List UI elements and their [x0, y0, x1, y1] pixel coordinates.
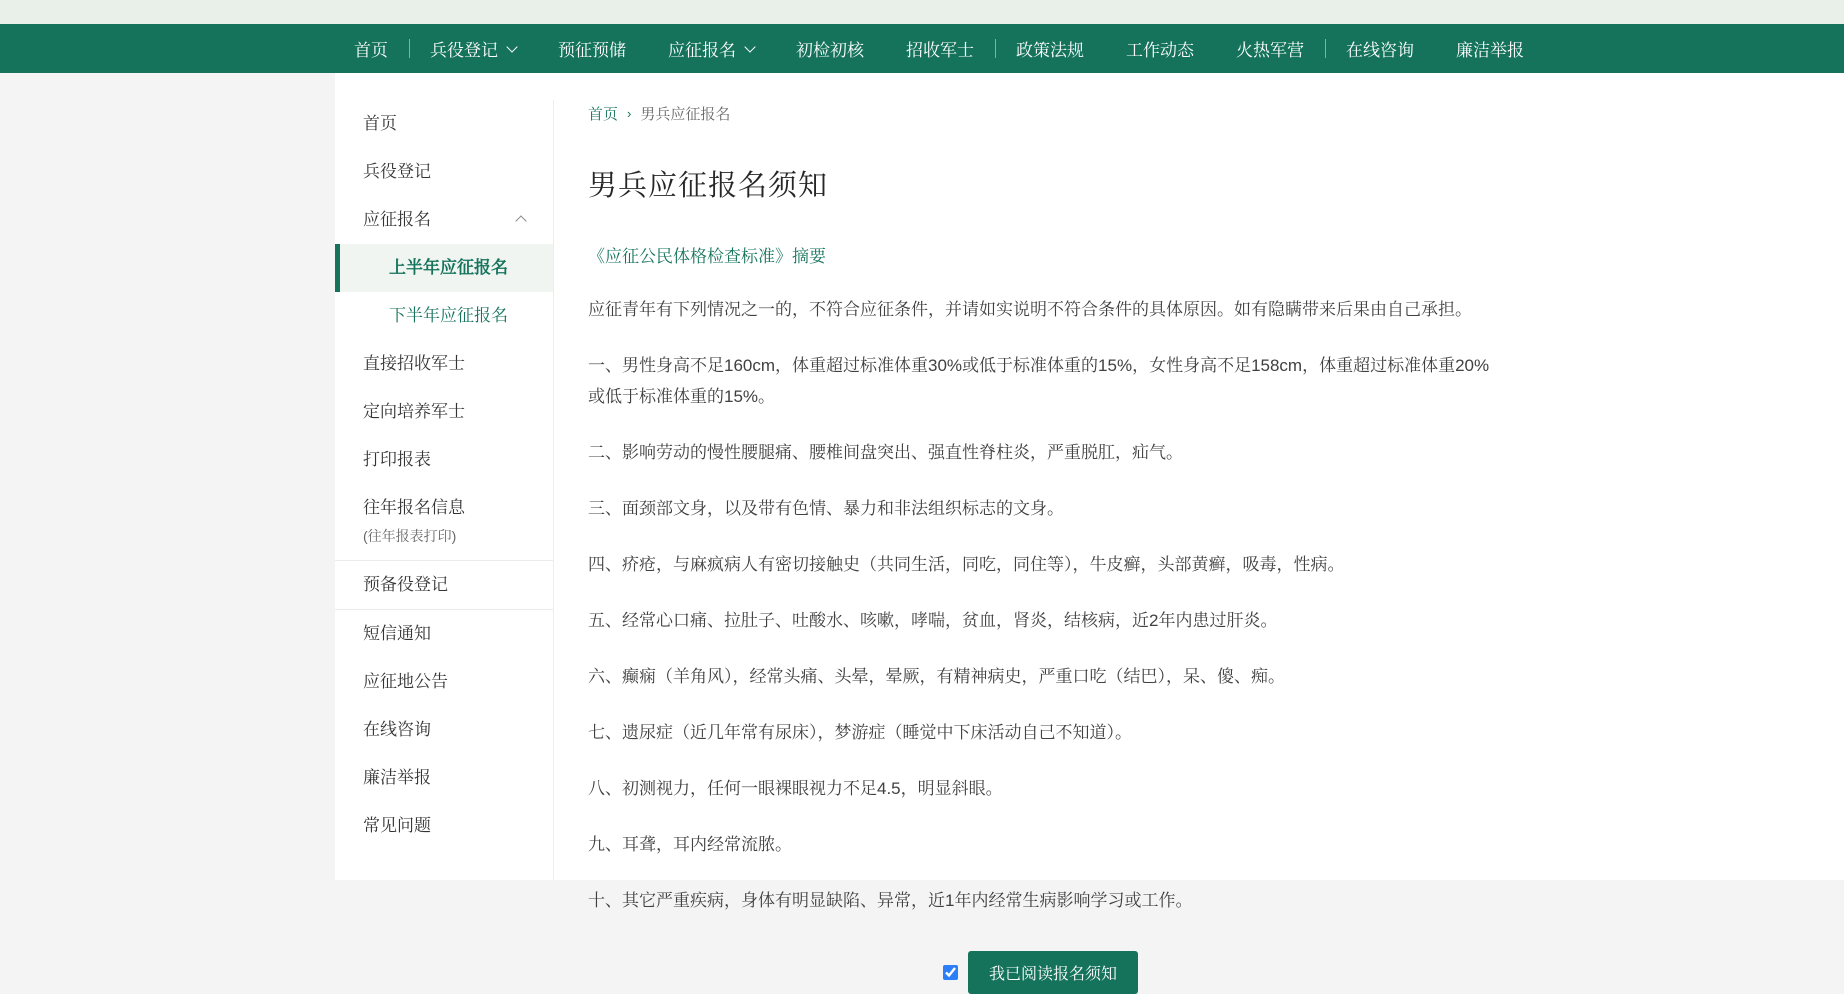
agree-button[interactable]: 我已阅读报名须知 — [968, 951, 1138, 994]
intro-paragraph: 应征青年有下列情况之一的，不符合应征条件，并请如实说明不符合条件的具体原因。如有隐瞒带来后果由自己承担。 — [588, 300, 1472, 319]
notice-list — [588, 350, 1493, 916]
nav-item[interactable] — [1215, 24, 1325, 73]
sidebar-item-label: 打印报表 — [363, 450, 431, 469]
nav-item-label: 政策法规 — [1016, 41, 1084, 60]
nav-item[interactable] — [647, 24, 775, 73]
sidebar-item-label: 兵役登记 — [363, 162, 431, 181]
sidebar-item-label: 定向培养军士 — [363, 402, 465, 421]
breadcrumb-home-link[interactable]: 首页 — [588, 106, 619, 123]
content-card — [335, 73, 1844, 983]
sidebar-item[interactable] — [335, 436, 553, 484]
agree-checkbox[interactable] — [943, 965, 958, 980]
sidebar-item[interactable] — [335, 244, 553, 292]
notice-item: 一、男性身高不足160cm，体重超过标准体重30%或低于标准体重的15%，女性身高不足158cm，体重超过标准体重20%或低于标准体重的15%。 — [588, 356, 1490, 406]
breadcrumb-current: 男兵应征报名 — [640, 106, 731, 123]
sidebar-item-label: 常见问题 — [363, 816, 431, 835]
chevron-down-icon — [744, 41, 755, 52]
nav-item[interactable] — [537, 24, 647, 73]
notice-item: 二、影响劳动的慢性腰腿痛、腰椎间盘突出、强直性脊柱炎，严重脱肛，疝气。 — [588, 443, 1183, 462]
sidebar-item[interactable] — [335, 802, 553, 850]
nav-item-label: 初检初核 — [796, 41, 864, 60]
breadcrumb-separator-icon: › — [627, 106, 632, 121]
page-background — [0, 73, 1844, 983]
sidebar-item-label: 在线咨询 — [363, 720, 431, 739]
nav-item-label: 火热军营 — [1236, 41, 1304, 60]
notice-item: 五、经常心口痛、拉肚子、吐酸水、咳嗽，哮喘，贫血，肾炎，结核病，近2年内患过肝炎。 — [588, 611, 1278, 630]
sidebar-item[interactable] — [335, 292, 553, 340]
sidebar-item[interactable] — [335, 388, 553, 436]
physical-standard-link[interactable]: 《应征公民体格检查标准》摘要 — [588, 247, 826, 266]
nav-item-label: 预征预储 — [558, 41, 626, 60]
sidebar — [335, 100, 554, 880]
notice-item: 四、疥疮，与麻疯病人有密切接触史（共同生活，同吃，同住等），牛皮癣，头部黄癣，吸毒，性病。 — [588, 555, 1345, 574]
nav-item[interactable] — [995, 24, 1105, 73]
sidebar-item-label: 上半年应征报名 — [389, 258, 508, 277]
notice-item: 六、癫痫（羊角风），经常头痛、头晕，晕厥，有精神病史，严重口吃（结巴），呆、傻、痴。 — [588, 667, 1285, 686]
sidebar-item-label: 首页 — [363, 114, 397, 133]
chevron-up-icon — [515, 215, 526, 226]
sidebar-item-label: 往年报名信息 — [363, 498, 465, 517]
sidebar-item[interactable] — [335, 100, 553, 148]
main-content — [588, 103, 1493, 994]
nav-item-label: 在线咨询 — [1346, 41, 1414, 60]
nav-item[interactable] — [1105, 24, 1215, 73]
sidebar-item-label: 廉洁举报 — [363, 768, 431, 787]
nav-item[interactable] — [409, 24, 537, 73]
nav-item-label: 工作动态 — [1126, 41, 1194, 60]
nav-item-label: 首页 — [354, 41, 388, 60]
agree-row — [588, 951, 1493, 994]
nav-item[interactable] — [775, 24, 885, 73]
sidebar-item[interactable] — [335, 658, 553, 706]
sidebar-item-label: 应征地公告 — [363, 672, 448, 691]
nav-item-label: 廉洁举报 — [1456, 41, 1524, 60]
sidebar-item-label: 下半年应征报名 — [389, 306, 508, 325]
sidebar-item-label: 直接招收军士 — [363, 354, 465, 373]
main-nav — [0, 24, 1844, 73]
sidebar-item[interactable] — [335, 754, 553, 802]
nav-item[interactable] — [1435, 24, 1545, 73]
nav-item-label: 兵役登记 — [430, 41, 498, 60]
sidebar-item-label: 应征报名 — [363, 210, 431, 229]
breadcrumb — [588, 103, 1493, 124]
nav-item-label: 招收军士 — [906, 41, 974, 60]
nav-item[interactable] — [1325, 24, 1435, 73]
notice-item: 八、初测视力，任何一眼裸眼视力不足4.5，明显斜眼。 — [588, 779, 1003, 798]
nav-item-label: 应征报名 — [668, 41, 736, 60]
sidebar-item[interactable] — [335, 148, 553, 196]
sidebar-item-label: 短信通知 — [363, 624, 431, 643]
nav-item[interactable] — [885, 24, 995, 73]
sidebar-item[interactable] — [335, 560, 553, 610]
sidebar-item[interactable] — [335, 610, 553, 658]
sidebar-item[interactable] — [335, 196, 553, 244]
sidebar-item-subtext: (往年报表打印) — [363, 528, 457, 544]
nav-item[interactable] — [333, 24, 409, 73]
chevron-down-icon — [506, 41, 517, 52]
sidebar-item-label: 预备役登记 — [363, 575, 448, 594]
page-title: 男兵应征报名须知 — [588, 170, 829, 202]
sidebar-item[interactable] — [335, 340, 553, 388]
sidebar-item[interactable] — [335, 706, 553, 754]
top-strip — [0, 0, 1844, 24]
notice-item: 九、耳聋，耳内经常流脓。 — [588, 835, 792, 854]
notice-item: 十、其它严重疾病，身体有明显缺陷、异常，近1年内经常生病影响学习或工作。 — [588, 891, 1193, 910]
notice-item: 七、遗尿症（近几年常有尿床），梦游症（睡觉中下床活动自己不知道）。 — [588, 723, 1132, 742]
sidebar-item[interactable] — [335, 484, 553, 560]
notice-item: 三、面颈部文身，以及带有色情、暴力和非法组织标志的文身。 — [588, 499, 1064, 518]
